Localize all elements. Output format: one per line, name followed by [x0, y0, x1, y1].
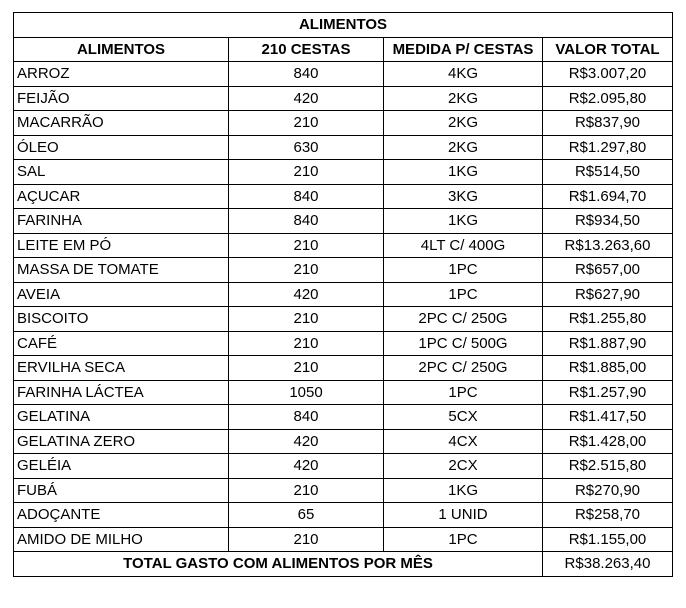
value-cell: R$1.257,90 [543, 380, 673, 405]
table-row [14, 209, 673, 234]
item-cell: FARINHA LÁCTEA [14, 380, 229, 405]
item-cell: FUBÁ [14, 478, 229, 503]
measure-cell: 2KG [384, 111, 543, 136]
table-row [14, 282, 673, 307]
measure-cell: 2PC C/ 250G [384, 307, 543, 332]
value-cell: R$1.417,50 [543, 405, 673, 430]
value-cell: R$1.885,00 [543, 356, 673, 381]
measure-cell: 1PC [384, 527, 543, 552]
table-row [14, 62, 673, 87]
quantity-cell: 420 [229, 282, 384, 307]
measure-cell: 4KG [384, 62, 543, 87]
table-row [14, 503, 673, 528]
measure-cell: 1KG [384, 209, 543, 234]
item-cell: GELATINA ZERO [14, 429, 229, 454]
item-cell: CAFÉ [14, 331, 229, 356]
column-header-quantity: 210 CESTAS [229, 37, 384, 62]
item-cell: MACARRÃO [14, 111, 229, 136]
quantity-cell: 630 [229, 135, 384, 160]
value-cell: R$1.155,00 [543, 527, 673, 552]
item-cell: ADOÇANTE [14, 503, 229, 528]
quantity-cell: 210 [229, 160, 384, 185]
table-row [14, 331, 673, 356]
value-cell: R$270,90 [543, 478, 673, 503]
measure-cell: 1KG [384, 160, 543, 185]
table-row [14, 429, 673, 454]
table-row [14, 160, 673, 185]
quantity-cell: 210 [229, 233, 384, 258]
measure-cell: 2CX [384, 454, 543, 479]
value-cell: R$514,50 [543, 160, 673, 185]
item-cell: LEITE EM PÓ [14, 233, 229, 258]
measure-cell: 2KG [384, 135, 543, 160]
value-cell: R$258,70 [543, 503, 673, 528]
value-cell: R$1.694,70 [543, 184, 673, 209]
measure-cell: 4CX [384, 429, 543, 454]
value-cell: R$3.007,20 [543, 62, 673, 87]
table-row [14, 184, 673, 209]
item-cell: FARINHA [14, 209, 229, 234]
quantity-cell: 840 [229, 62, 384, 87]
measure-cell: 1 UNID [384, 503, 543, 528]
quantity-cell: 210 [229, 356, 384, 381]
total-row [14, 552, 673, 577]
item-cell: ARROZ [14, 62, 229, 87]
quantity-cell: 840 [229, 405, 384, 430]
measure-cell: 1PC [384, 282, 543, 307]
item-cell: ERVILHA SECA [14, 356, 229, 381]
value-cell: R$2.515,80 [543, 454, 673, 479]
item-cell: SAL [14, 160, 229, 185]
quantity-cell: 420 [229, 86, 384, 111]
quantity-cell: 420 [229, 429, 384, 454]
table-row [14, 356, 673, 381]
quantity-cell: 210 [229, 111, 384, 136]
table-header-row [14, 37, 673, 62]
total-value: R$38.263,40 [543, 552, 673, 577]
total-label: TOTAL GASTO COM ALIMENTOS POR MÊS [14, 552, 543, 577]
measure-cell: 1PC [384, 258, 543, 283]
item-cell: AÇUCAR [14, 184, 229, 209]
spreadsheet [13, 12, 673, 577]
table-row [14, 478, 673, 503]
value-cell: R$1.428,00 [543, 429, 673, 454]
food-table [13, 12, 673, 577]
table-row [14, 258, 673, 283]
table-row [14, 307, 673, 332]
value-cell: R$934,50 [543, 209, 673, 234]
measure-cell: 1KG [384, 478, 543, 503]
item-cell: ÓLEO [14, 135, 229, 160]
table-title: ALIMENTOS [14, 13, 673, 38]
value-cell: R$837,90 [543, 111, 673, 136]
quantity-cell: 210 [229, 331, 384, 356]
value-cell: R$1.887,90 [543, 331, 673, 356]
measure-cell: 1PC C/ 500G [384, 331, 543, 356]
quantity-cell: 210 [229, 478, 384, 503]
table-row [14, 380, 673, 405]
quantity-cell: 210 [229, 258, 384, 283]
quantity-cell: 840 [229, 209, 384, 234]
quantity-cell: 420 [229, 454, 384, 479]
quantity-cell: 1050 [229, 380, 384, 405]
measure-cell: 2KG [384, 86, 543, 111]
item-cell: FEIJÃO [14, 86, 229, 111]
table-row [14, 527, 673, 552]
item-cell: GELÉIA [14, 454, 229, 479]
value-cell: R$627,90 [543, 282, 673, 307]
value-cell: R$2.095,80 [543, 86, 673, 111]
measure-cell: 5CX [384, 405, 543, 430]
quantity-cell: 210 [229, 527, 384, 552]
item-cell: GELATINA [14, 405, 229, 430]
table-row [14, 454, 673, 479]
measure-cell: 2PC C/ 250G [384, 356, 543, 381]
column-header-item: ALIMENTOS [14, 37, 229, 62]
item-cell: MASSA DE TOMATE [14, 258, 229, 283]
column-header-value: VALOR TOTAL [543, 37, 673, 62]
table-row [14, 86, 673, 111]
table-title-row [14, 13, 673, 38]
value-cell: R$13.263,60 [543, 233, 673, 258]
table-row [14, 233, 673, 258]
item-cell: AVEIA [14, 282, 229, 307]
item-cell: AMIDO DE MILHO [14, 527, 229, 552]
quantity-cell: 65 [229, 503, 384, 528]
item-cell: BISCOITO [14, 307, 229, 332]
value-cell: R$1.255,80 [543, 307, 673, 332]
measure-cell: 1PC [384, 380, 543, 405]
table-row [14, 111, 673, 136]
measure-cell: 3KG [384, 184, 543, 209]
value-cell: R$1.297,80 [543, 135, 673, 160]
column-header-measure: MEDIDA P/ CESTAS [384, 37, 543, 62]
quantity-cell: 210 [229, 307, 384, 332]
table-row [14, 135, 673, 160]
value-cell: R$657,00 [543, 258, 673, 283]
table-row [14, 405, 673, 430]
quantity-cell: 840 [229, 184, 384, 209]
measure-cell: 4LT C/ 400G [384, 233, 543, 258]
